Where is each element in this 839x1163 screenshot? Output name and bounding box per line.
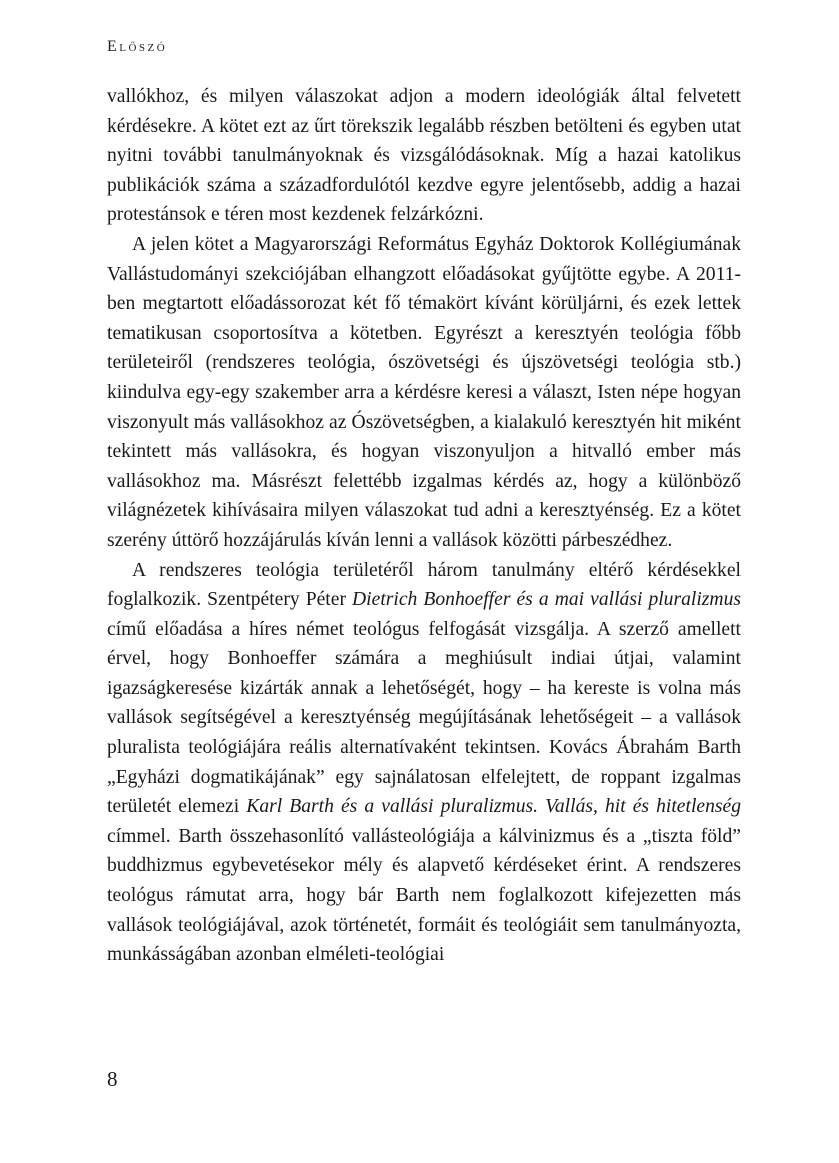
paragraph-3-text-b: című előadása a híres német teológus felfogását vizsgálja. A szerző amellett érvel, hogy Bonhoeffer számára a meghiúsult indiai útjai, valamint igazságkeresése kizárták annak a lehetőségét, hogy – ha kereste is volna más vallások segítségével a keresztyénség megújításának lehetőségeit – a vallások pluralista teológiájára reális alternatívaként tekintsen. Kovács Ábrahám Barth „Egyházi dogmatikájának” egy sajnálatosan elfelejtett, de roppant izgalmas területét elemezi <box>107 618 741 818</box>
body-text <box>107 82 741 970</box>
paragraph-3-text-a: A rendszeres teológia területéről három tanulmány eltérő kérdésekkel foglalkozik. Szentpétery Péter <box>107 559 741 611</box>
running-head: Előszó <box>107 38 168 55</box>
paragraph-3 <box>107 556 741 970</box>
book-title-barth: Karl Barth és a vallási pluralizmus. Vallás, hit és hitetlenség <box>246 796 741 818</box>
paragraph-3-text-c: címmel. Barth összehasonlító vallásteológiája a kálvinizmus és a „tiszta föld” buddhizmus egybevetésekor mély és alapvető kérdéseket érint. A rendszeres teológus rámutat arra, hogy bár Barth nem foglalkozott kifejezetten más vallások teológiájával, azok történetét, formáit és teológiáit sem tanulmányozta, munkásságában azonban elméleti-teológiai <box>107 825 741 966</box>
page-number: 8 <box>107 1067 118 1091</box>
paragraph-2: A jelen kötet a Magyarországi Református Egyház Doktorok Kollégiumának Vallástudományi szekciójában elhangzott előadásokat gyűjtötte egybe. A 2011-ben megtartott előadássorozat két fő témakört kívánt körüljárni, és ezek lettek tematikusan csoportosítva a kötetben. Egyrészt a keresztyén teológia főbb területeiről (rendszeres teológia, ószövetségi és újszövetségi teológia stb.) kiindulva egy-egy szakember arra a kérdésre keresi a választ, Isten népe hogyan viszonyult más vallásokhoz az Ószövetségben, a kialakuló keresztyén hit miként tekintett más vallásokra, és hogyan viszonyuljon a hitvalló ember más vallásokhoz ma. Másrészt felettébb izgalmas kérdés az, hogy a különböző világnézetek kihívásaira milyen válaszokat tud adni a keresztyénség. Ez a kötet szerény úttörő hozzájárulás kíván lenni a vallások közötti párbeszédhez. <box>107 233 741 551</box>
paragraph-1: vallókhoz, és milyen válaszokat adjon a modern ideológiák által felvetett kérdésekre. A kötet ezt az űrt törekszik legalább részben betölteni és egyben utat nyitni további tanulmányoknak és vizsgálódásoknak. Míg a hazai katolikus publikációk száma a századfordulótól kezdve egyre jelentősebb, addig a hazai protestánsok e téren most kezdenek felzárkózni. <box>107 86 741 226</box>
book-title-bonhoeffer: Dietrich Bonhoeffer és a mai vallási pluralizmus <box>352 589 741 611</box>
